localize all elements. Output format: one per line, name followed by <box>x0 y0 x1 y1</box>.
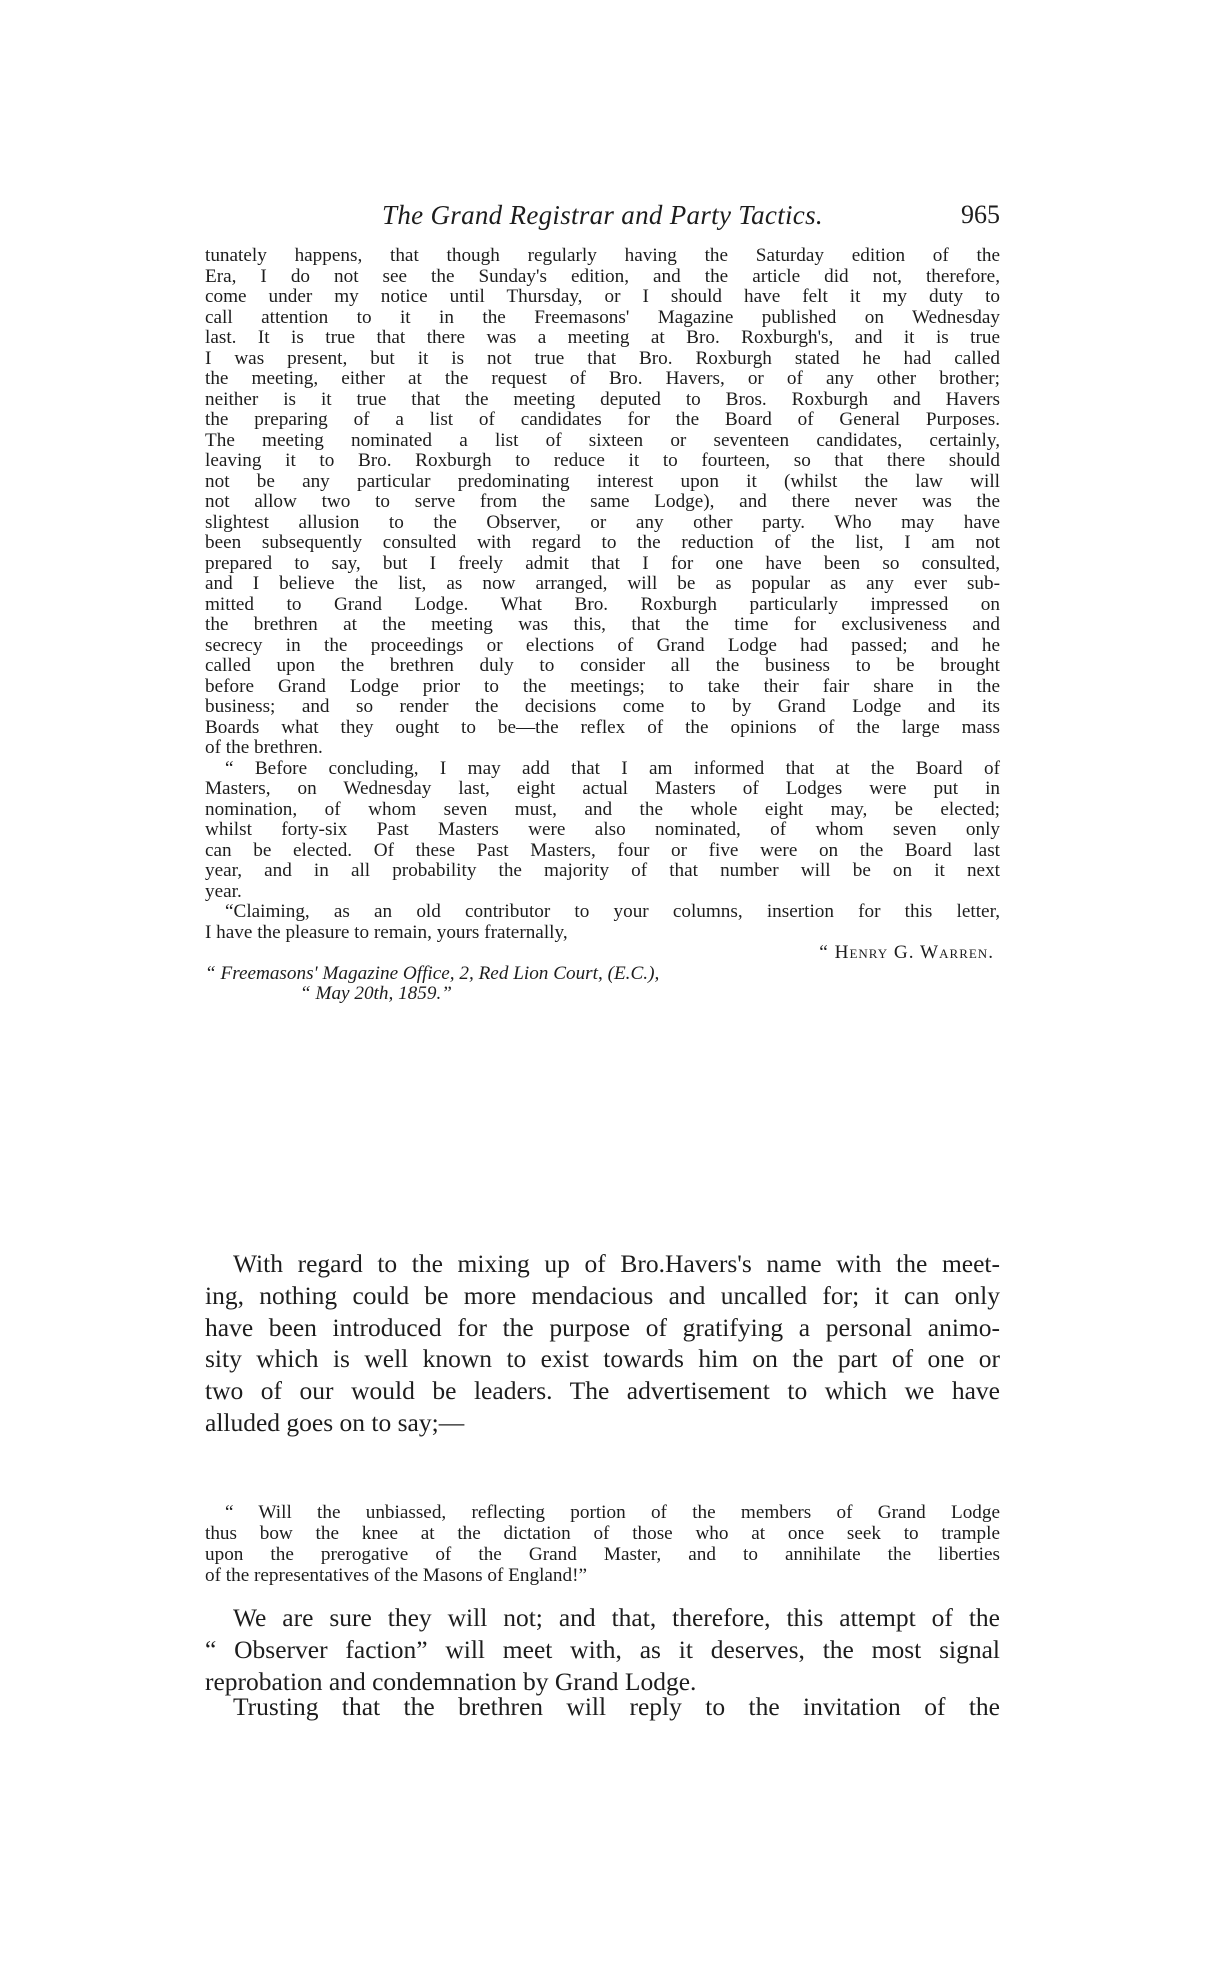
text-line: Era, I do not see the Sunday's edition, and the article did not, therefore, <box>205 265 1000 287</box>
text-line: I have the pleasure to remain, yours fraternally, <box>205 921 568 943</box>
text-line: can be elected. Of these Past Masters, four or five were on the Board last <box>205 839 1000 861</box>
body-paragraph-3 <box>205 1691 1000 1723</box>
text-line: With regard to the mixing up of Bro.Havers's name with the meet- <box>233 1249 1000 1278</box>
text-line: neither is it true that the meeting deputed to Bros. Roxburgh and Havers <box>205 388 1000 410</box>
text-line: business; and so render the decisions come to by Grand Lodge and its <box>205 696 1000 717</box>
block-quote <box>205 1502 1000 1586</box>
text-line: thus bow the knee at the dictation of those who at once seek to trample <box>205 1523 1000 1544</box>
text-line: the brethren at the meeting was this, that the time for exclusiveness and <box>205 614 1000 635</box>
text-line: The meeting nominated a list of sixteen or seventeen candidates, certainly, <box>205 429 1000 451</box>
text-line: called upon the brethren duly to consider all the business to be brought <box>205 655 1000 676</box>
page-number: 965 <box>961 200 1000 229</box>
text-line: of the brethren. <box>205 737 323 758</box>
letter-text <box>205 246 1000 1005</box>
address-line <box>205 964 1000 985</box>
text-line: the preparing of a list of candidates for the Board of General Purposes. <box>205 409 1000 430</box>
text-line: call attention to it in the Freemasons' Magazine published on Wednesday <box>205 306 1000 328</box>
text-line: slightest allusion to the Observer, or any other party. Who may have <box>205 511 1000 533</box>
text-line: upon the prerogative of the Grand Master, and to annihilate the liberties <box>205 1544 1000 1565</box>
text-line: “Claiming, as an old contributor to your columns, insertion for this letter, <box>225 901 1000 922</box>
text-line: and I believe the list, as now arranged, will be as popular as any ever sub- <box>205 573 1000 594</box>
date-line <box>205 984 1000 1005</box>
text-line: year. <box>205 880 242 902</box>
text-line: reprobation and condemnation by Grand Lodge. <box>205 1666 697 1696</box>
text-line: year, and in all probability the majority of that number will be on it next <box>205 860 1000 881</box>
text-line: sity which is well known to exist towards him on the part of one or <box>205 1344 1000 1374</box>
body-paragraph-1 <box>205 1248 1000 1439</box>
text-line: the meeting, either at the request of Bro. Havers, or of any other brother; <box>205 368 1000 389</box>
text-line: secrecy in the proceedings or elections of Grand Lodge had passed; and he <box>205 634 1000 656</box>
text-line: leaving it to Bro. Roxburgh to reduce it to fourteen, so that there should <box>205 450 1000 471</box>
text-line: two of our would be leaders. The advertisement to which we have <box>205 1376 1000 1406</box>
text-line: whilst forty-six Past Masters were also nominated, of whom seven only <box>205 819 1000 840</box>
address-text: “ Freemasons' Magazine Office, 2, Red Lion Court, (E.C.), <box>205 962 660 984</box>
text-line: ing, nothing could be more mendacious and uncalled for; it can only <box>205 1280 1000 1310</box>
signature: “ Henry G. Warren. <box>819 942 994 963</box>
text-line: last. It is true that there was a meeting at Bro. Roxburgh's, and it is true <box>205 327 1000 348</box>
text-line: have been introduced for the purpose of gratifying a personal animo- <box>205 1312 1000 1342</box>
text-line: tunately happens, that though regularly having the Saturday edition of the <box>205 245 1000 266</box>
text-line: “ Observer faction” will meet with, as it deserves, the most signal <box>205 1634 1000 1664</box>
text-line: Masters, on Wednesday last, eight actual Masters of Lodges were put in <box>205 778 1000 799</box>
body-paragraph-2 <box>205 1602 1000 1697</box>
text-line: “ Before concluding, I may add that I am informed that at the Board of <box>225 757 1000 779</box>
text-line: I was present, but it is not true that Bro. Roxburgh stated he had called <box>205 347 1000 369</box>
text-line: come under my notice until Thursday, or I should have felt it my duty to <box>205 286 1000 307</box>
text-line: been subsequently consulted with regard to the reduction of the list, I am not <box>205 532 1000 553</box>
running-title: The Grand Registrar and Party Tactics. <box>382 200 823 230</box>
text-line: before Grand Lodge prior to the meetings; to take their fair share in the <box>205 675 1000 697</box>
date-text: “ May 20th, 1859.” <box>300 983 452 1004</box>
running-header <box>205 198 1000 238</box>
text-line: “ Will the unbiassed, reflecting portion of the members of Grand Lodge <box>225 1502 1000 1523</box>
text-line: nomination, of whom seven must, and the whole eight may, be elected; <box>205 798 1000 820</box>
text-line: not allow two to serve from the same Lodge), and there never was the <box>205 491 1000 512</box>
text-line: of the representatives of the Masons of England!” <box>205 1565 588 1586</box>
text-line: Trusting that the brethren will reply to the invitation of the <box>233 1692 1000 1721</box>
text-line: We are sure they will not; and that, therefore, this attempt of the <box>233 1603 1000 1632</box>
text-line: alluded goes on to say;— <box>205 1407 465 1437</box>
text-line: not be any particular predominating interest upon it (whilst the law will <box>205 470 1000 492</box>
text-line: mitted to Grand Lodge. What Bro. Roxburgh particularly impressed on <box>205 593 1000 615</box>
text-line: Boards what they ought to be—the reflex of the opinions of the large mass <box>205 716 1000 738</box>
text-line: prepared to say, but I freely admit that I for one have been so consulted, <box>205 552 1000 574</box>
